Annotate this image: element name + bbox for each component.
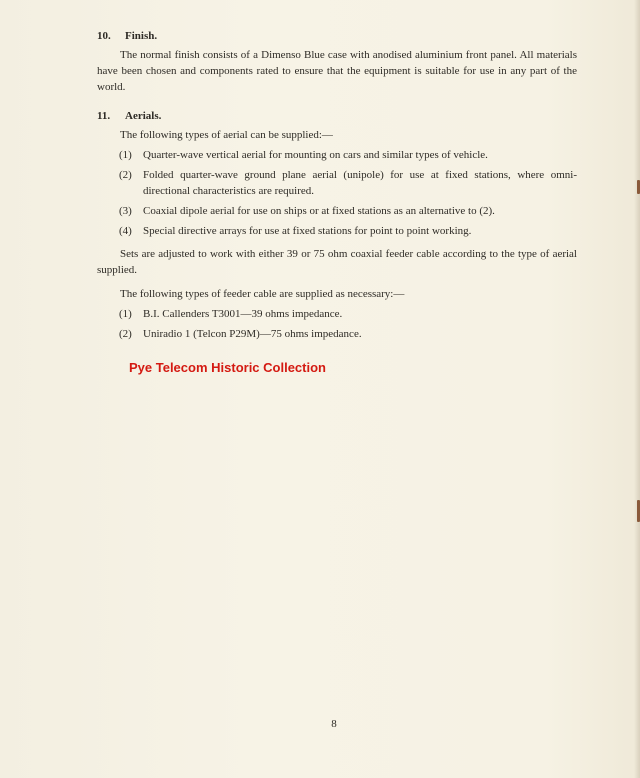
section-11-title: Aerials.	[125, 110, 162, 122]
section-10-heading	[97, 30, 157, 42]
aerials-intro: The following types of aerial can be supplied:—	[120, 129, 333, 141]
list-item-text: Special directive arrays for use at fixed stations for point to point working.	[143, 225, 472, 237]
list-item	[119, 326, 577, 342]
list-item-text: Quarter-wave vertical aerial for mounting on cars and similar types of vehicle.	[143, 149, 488, 161]
list-item-text: Coaxial dipole aerial for use on ships or at fixed stations as an alternative to (2).	[143, 205, 495, 217]
collection-watermark: Pye Telecom Historic Collection	[129, 360, 326, 375]
list-item-text: Uniradio 1 (Telcon P29M)—75 ohms impedance.	[143, 328, 362, 340]
list-marker: (2)	[119, 328, 132, 340]
list-marker: (2)	[119, 169, 132, 181]
list-item	[119, 167, 577, 199]
list-marker: (1)	[119, 149, 132, 161]
list-marker: (1)	[119, 308, 132, 320]
section-10-title: Finish.	[125, 30, 158, 42]
list-item	[119, 147, 577, 163]
list-marker: (3)	[119, 205, 132, 217]
page-number: 8	[331, 718, 337, 730]
section-11-number: 11.	[97, 110, 111, 122]
cable-types-intro: The following types of feeder cable are supplied as necessary:—	[120, 288, 405, 300]
list-item	[119, 203, 577, 219]
list-marker: (4)	[119, 225, 132, 237]
list-item-text: B.I. Callenders T3001—39 ohms impedance.	[143, 308, 343, 320]
section-10-paragraph: The normal finish consists of a Dimenso Blue case with anodised aluminium front panel. All materials have been chosen and components rated to ensure that the equipment is suitable for use in any part of the world.	[97, 49, 577, 93]
page-edge-shadow	[634, 0, 640, 778]
section-10-number: 10.	[97, 30, 111, 42]
list-item	[119, 223, 577, 239]
list-item	[119, 306, 577, 322]
feeder-cable-paragraph: Sets are adjusted to work with either 39 or 75 ohm coaxial feeder cable according to the type of aerial supplied.	[97, 248, 577, 276]
list-item-text: Folded quarter-wave ground plane aerial (unipole) for use at fixed stations, where omni-directional characteristics are required.	[143, 169, 577, 197]
section-11-heading	[97, 110, 161, 122]
